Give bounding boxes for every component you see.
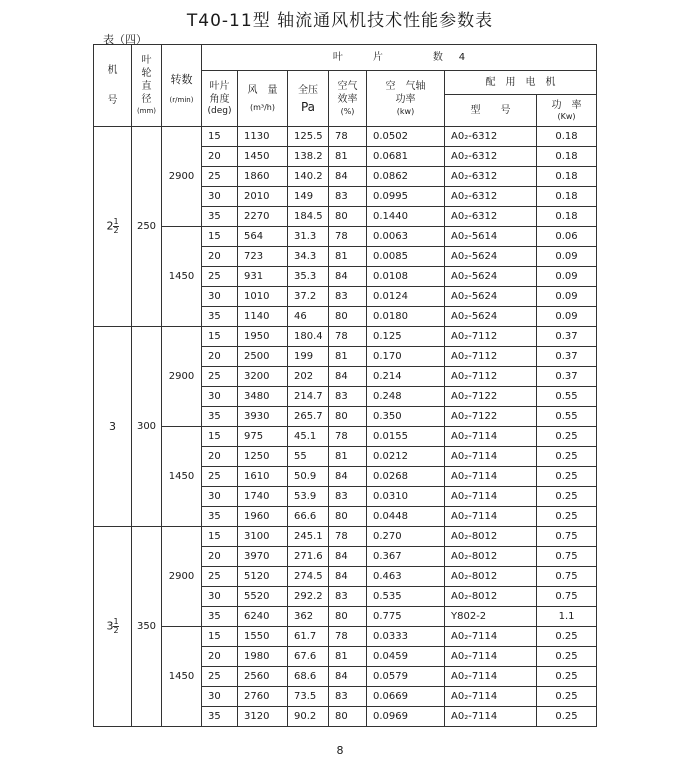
shaft-power-cell: 0.463: [367, 567, 445, 587]
shaft-power-cell: 0.0180: [367, 307, 445, 327]
efficiency-cell: 83: [329, 687, 367, 707]
efficiency-cell: 84: [329, 467, 367, 487]
efficiency-cell: 83: [329, 387, 367, 407]
blade-angle-cell: 20: [202, 347, 238, 367]
shaft-power-cell: 0.0333: [367, 627, 445, 647]
speed-cell: 1450: [162, 427, 202, 527]
efficiency-cell: 83: [329, 587, 367, 607]
efficiency-cell: 81: [329, 247, 367, 267]
motor-power-cell: 0.25: [537, 627, 597, 647]
air-volume-cell: 1610: [238, 467, 288, 487]
motor-power-cell: 0.25: [537, 687, 597, 707]
air-volume-cell: 1550: [238, 627, 288, 647]
header-blade-angle: 叶片角度 (deg): [202, 71, 238, 127]
air-volume-cell: 2560: [238, 667, 288, 687]
air-volume-cell: 931: [238, 267, 288, 287]
shaft-power-cell: 0.0669: [367, 687, 445, 707]
shaft-power-cell: 0.0108: [367, 267, 445, 287]
blade-angle-cell: 15: [202, 527, 238, 547]
efficiency-cell: 84: [329, 167, 367, 187]
shaft-power-cell: 0.0212: [367, 447, 445, 467]
table-row: [94, 327, 597, 347]
motor-model-cell: A0₂-8012: [445, 587, 537, 607]
fraction-numerator: 1: [113, 217, 119, 226]
motor-model-cell: A0₂-7114: [445, 707, 537, 727]
air-volume-cell: 2760: [238, 687, 288, 707]
shaft-power-cell: 0.0063: [367, 227, 445, 247]
total-pressure-cell: 90.2: [288, 707, 329, 727]
table-row: [94, 427, 597, 447]
motor-power-cell: 0.25: [537, 427, 597, 447]
air-volume-cell: 3480: [238, 387, 288, 407]
motor-power-cell: 0.75: [537, 567, 597, 587]
shaft-power-cell: 0.125: [367, 327, 445, 347]
air-volume-cell: 1980: [238, 647, 288, 667]
speed-cell: 1450: [162, 227, 202, 327]
motor-model-cell: A0₂-7114: [445, 507, 537, 527]
motor-model-cell: A0₂-5624: [445, 267, 537, 287]
motor-model-cell: A0₂-7114: [445, 467, 537, 487]
motor-power-cell: 0.25: [537, 647, 597, 667]
header-shaft-power: 空 气轴功率 (kw): [367, 71, 445, 127]
blade-angle-cell: 15: [202, 627, 238, 647]
total-pressure-cell: 140.2: [288, 167, 329, 187]
blade-angle-cell: 15: [202, 327, 238, 347]
shaft-power-cell: 0.0579: [367, 667, 445, 687]
efficiency-cell: 84: [329, 547, 367, 567]
air-volume-cell: 1140: [238, 307, 288, 327]
blade-angle-cell: 25: [202, 167, 238, 187]
motor-model-cell: A0₂-5624: [445, 287, 537, 307]
fraction-numerator: 1: [113, 617, 119, 626]
air-volume-cell: 1250: [238, 447, 288, 467]
blade-angle-cell: 30: [202, 487, 238, 507]
motor-power-cell: 0.25: [537, 507, 597, 527]
air-volume-cell: 5520: [238, 587, 288, 607]
air-volume-cell: 3200: [238, 367, 288, 387]
machine-no-whole: 3: [109, 420, 116, 433]
efficiency-cell: 84: [329, 567, 367, 587]
motor-model-cell: A0₂-6312: [445, 127, 537, 147]
motor-model-cell: A0₂-7114: [445, 427, 537, 447]
motor-model-cell: A0₂-7114: [445, 647, 537, 667]
shaft-power-cell: 0.0995: [367, 187, 445, 207]
motor-power-cell: 1.1: [537, 607, 597, 627]
impeller-diameter-cell: 250: [132, 127, 162, 327]
fan-performance-table: [93, 44, 597, 727]
blade-angle-cell: 30: [202, 187, 238, 207]
blade-angle-cell: 15: [202, 227, 238, 247]
motor-power-cell: 0.09: [537, 267, 597, 287]
motor-model-cell: A0₂-7112: [445, 327, 537, 347]
total-pressure-cell: 73.5: [288, 687, 329, 707]
blade-angle-cell: 20: [202, 547, 238, 567]
efficiency-cell: 81: [329, 647, 367, 667]
header-motor: 配 用 电 机: [445, 71, 597, 95]
motor-power-cell: 0.25: [537, 707, 597, 727]
total-pressure-cell: 31.3: [288, 227, 329, 247]
shaft-power-cell: 0.214: [367, 367, 445, 387]
total-pressure-cell: 199: [288, 347, 329, 367]
machine-no-whole: 3: [106, 619, 114, 633]
speed-cell: 2900: [162, 327, 202, 427]
motor-power-cell: 0.25: [537, 447, 597, 467]
total-pressure-cell: 245.1: [288, 527, 329, 547]
motor-model-cell: A0₂-6312: [445, 207, 537, 227]
motor-model-cell: A0₂-7122: [445, 407, 537, 427]
motor-power-cell: 0.75: [537, 527, 597, 547]
fraction-denominator: 2: [113, 626, 119, 635]
motor-power-cell: 0.55: [537, 387, 597, 407]
efficiency-cell: 80: [329, 707, 367, 727]
total-pressure-cell: 55: [288, 447, 329, 467]
shaft-power-cell: 0.0155: [367, 427, 445, 447]
motor-model-cell: A0₂-5624: [445, 307, 537, 327]
blade-angle-cell: 35: [202, 607, 238, 627]
shaft-power-cell: 0.0310: [367, 487, 445, 507]
efficiency-cell: 78: [329, 327, 367, 347]
total-pressure-cell: 265.7: [288, 407, 329, 427]
motor-power-cell: 0.25: [537, 487, 597, 507]
efficiency-cell: 80: [329, 607, 367, 627]
motor-model-cell: A0₂-7114: [445, 667, 537, 687]
motor-model-cell: A0₂-8012: [445, 567, 537, 587]
header-power: 功 率 (Kw): [537, 95, 597, 127]
motor-power-cell: 0.37: [537, 347, 597, 367]
motor-power-cell: 0.37: [537, 367, 597, 387]
efficiency-cell: 80: [329, 307, 367, 327]
motor-model-cell: A0₂-7114: [445, 487, 537, 507]
air-volume-cell: 975: [238, 427, 288, 447]
efficiency-cell: 78: [329, 227, 367, 247]
impeller-diameter-cell: 300: [132, 327, 162, 527]
air-volume-cell: 3930: [238, 407, 288, 427]
blade-angle-cell: 35: [202, 407, 238, 427]
motor-power-cell: 0.09: [537, 247, 597, 267]
efficiency-cell: 78: [329, 627, 367, 647]
shaft-power-cell: 0.170: [367, 347, 445, 367]
air-volume-cell: 1860: [238, 167, 288, 187]
motor-power-cell: 0.06: [537, 227, 597, 247]
air-volume-cell: 564: [238, 227, 288, 247]
total-pressure-cell: 53.9: [288, 487, 329, 507]
header-impeller-diameter: 叶轮直径 (mm): [132, 45, 162, 127]
efficiency-cell: 83: [329, 487, 367, 507]
efficiency-cell: 78: [329, 527, 367, 547]
air-volume-cell: 6240: [238, 607, 288, 627]
blade-angle-cell: 25: [202, 367, 238, 387]
motor-model-cell: A0₂-8012: [445, 547, 537, 567]
efficiency-cell: 81: [329, 347, 367, 367]
machine-no-fraction: [113, 618, 118, 635]
shaft-power-cell: 0.270: [367, 527, 445, 547]
motor-model-cell: A0₂-7114: [445, 687, 537, 707]
total-pressure-cell: 67.6: [288, 647, 329, 667]
impeller-diameter-cell: 350: [132, 527, 162, 727]
shaft-power-cell: 0.775: [367, 607, 445, 627]
blade-angle-cell: 25: [202, 667, 238, 687]
efficiency-cell: 83: [329, 187, 367, 207]
header-model: 型 号: [445, 95, 537, 127]
total-pressure-cell: 50.9: [288, 467, 329, 487]
motor-power-cell: 0.18: [537, 187, 597, 207]
motor-model-cell: A0₂-5624: [445, 247, 537, 267]
blade-angle-cell: 25: [202, 567, 238, 587]
total-pressure-cell: 61.7: [288, 627, 329, 647]
efficiency-cell: 84: [329, 367, 367, 387]
table-row: [94, 527, 597, 547]
efficiency-cell: 83: [329, 287, 367, 307]
blade-angle-cell: 30: [202, 587, 238, 607]
motor-power-cell: 0.55: [537, 407, 597, 427]
total-pressure-cell: 149: [288, 187, 329, 207]
total-pressure-cell: 202: [288, 367, 329, 387]
machine-no-whole: 2: [106, 219, 114, 233]
speed-cell: 1450: [162, 627, 202, 727]
total-pressure-cell: 68.6: [288, 667, 329, 687]
shaft-power-cell: 0.0085: [367, 247, 445, 267]
efficiency-cell: 78: [329, 427, 367, 447]
air-volume-cell: 1740: [238, 487, 288, 507]
header-speed: 转数 (r/min): [162, 45, 202, 127]
speed-cell: 2900: [162, 527, 202, 627]
motor-model-cell: A0₂-7122: [445, 387, 537, 407]
header-blade-count: 叶 片 数 4: [202, 45, 597, 71]
total-pressure-cell: 362: [288, 607, 329, 627]
efficiency-cell: 81: [329, 447, 367, 467]
air-volume-cell: 2010: [238, 187, 288, 207]
table-label: 表（四）: [103, 33, 147, 46]
machine-no-cell: [94, 527, 132, 727]
motor-model-cell: A0₂-6312: [445, 147, 537, 167]
motor-power-cell: 0.18: [537, 207, 597, 227]
blade-angle-cell: 25: [202, 467, 238, 487]
total-pressure-cell: 214.7: [288, 387, 329, 407]
blade-angle-cell: 30: [202, 687, 238, 707]
blade-angle-cell: 15: [202, 127, 238, 147]
air-volume-cell: 1450: [238, 147, 288, 167]
motor-power-cell: 0.25: [537, 667, 597, 687]
blade-angle-cell: 15: [202, 427, 238, 447]
motor-model-cell: A0₂-8012: [445, 527, 537, 547]
machine-no-cell: [94, 127, 132, 327]
air-volume-cell: 1960: [238, 507, 288, 527]
efficiency-cell: 78: [329, 127, 367, 147]
air-volume-cell: 1130: [238, 127, 288, 147]
efficiency-cell: 84: [329, 267, 367, 287]
shaft-power-cell: 0.0681: [367, 147, 445, 167]
total-pressure-cell: 125.5: [288, 127, 329, 147]
total-pressure-cell: 66.6: [288, 507, 329, 527]
air-volume-cell: 2500: [238, 347, 288, 367]
motor-power-cell: 0.18: [537, 127, 597, 147]
blade-angle-cell: 20: [202, 647, 238, 667]
total-pressure-cell: 37.2: [288, 287, 329, 307]
air-volume-cell: 723: [238, 247, 288, 267]
motor-power-cell: 0.09: [537, 307, 597, 327]
motor-power-cell: 0.18: [537, 147, 597, 167]
motor-model-cell: A0₂-7114: [445, 627, 537, 647]
motor-power-cell: 0.75: [537, 587, 597, 607]
speed-cell: 2900: [162, 127, 202, 227]
motor-power-cell: 0.25: [537, 467, 597, 487]
blade-angle-cell: 30: [202, 287, 238, 307]
motor-model-cell: A0₂-7112: [445, 347, 537, 367]
total-pressure-cell: 274.5: [288, 567, 329, 587]
blade-angle-cell: 30: [202, 387, 238, 407]
shaft-power-cell: 0.350: [367, 407, 445, 427]
blade-angle-cell: 35: [202, 507, 238, 527]
air-volume-cell: 2270: [238, 207, 288, 227]
motor-model-cell: A0₂-5614: [445, 227, 537, 247]
efficiency-cell: 80: [329, 207, 367, 227]
header-air-volume: 风 量 (m³/h): [238, 71, 288, 127]
shaft-power-cell: 0.0459: [367, 647, 445, 667]
shaft-power-cell: 0.1440: [367, 207, 445, 227]
air-volume-cell: 3970: [238, 547, 288, 567]
motor-model-cell: A0₂-6312: [445, 167, 537, 187]
header-machine-no: 机号: [94, 45, 132, 127]
blade-angle-cell: 35: [202, 307, 238, 327]
blade-angle-cell: 20: [202, 247, 238, 267]
motor-power-cell: 0.09: [537, 287, 597, 307]
shaft-power-cell: 0.535: [367, 587, 445, 607]
blade-angle-cell: 20: [202, 147, 238, 167]
total-pressure-cell: 138.2: [288, 147, 329, 167]
motor-power-cell: 0.18: [537, 167, 597, 187]
page-number: 8: [336, 744, 344, 757]
blade-angle-cell: 35: [202, 707, 238, 727]
shaft-power-cell: 0.0268: [367, 467, 445, 487]
efficiency-cell: 84: [329, 667, 367, 687]
motor-model-cell: A0₂-7112: [445, 367, 537, 387]
machine-no-fraction: [113, 218, 118, 235]
header-total-pressure: 全压 Pa: [288, 71, 329, 127]
air-volume-cell: 5120: [238, 567, 288, 587]
page-title: T40-11型 轴流通风机技术性能参数表: [186, 11, 494, 31]
shaft-power-cell: 0.0862: [367, 167, 445, 187]
total-pressure-cell: 271.6: [288, 547, 329, 567]
total-pressure-cell: 46: [288, 307, 329, 327]
total-pressure-cell: 292.2: [288, 587, 329, 607]
blade-angle-cell: 25: [202, 267, 238, 287]
motor-power-cell: 0.37: [537, 327, 597, 347]
motor-model-cell: A0₂-7114: [445, 447, 537, 467]
shaft-power-cell: 0.0969: [367, 707, 445, 727]
machine-no-cell: [94, 327, 132, 527]
air-volume-cell: 1010: [238, 287, 288, 307]
shaft-power-cell: 0.367: [367, 547, 445, 567]
table-row: [94, 627, 597, 647]
shaft-power-cell: 0.0502: [367, 127, 445, 147]
header-efficiency: 空气效率 (%): [329, 71, 367, 127]
shaft-power-cell: 0.0448: [367, 507, 445, 527]
air-volume-cell: 3100: [238, 527, 288, 547]
efficiency-cell: 80: [329, 407, 367, 427]
table-row: [94, 127, 597, 147]
air-volume-cell: 1950: [238, 327, 288, 347]
motor-power-cell: 0.75: [537, 547, 597, 567]
total-pressure-cell: 34.3: [288, 247, 329, 267]
blade-angle-cell: 35: [202, 207, 238, 227]
air-volume-cell: 3120: [238, 707, 288, 727]
total-pressure-cell: 45.1: [288, 427, 329, 447]
shaft-power-cell: 0.248: [367, 387, 445, 407]
motor-model-cell: Y802-2: [445, 607, 537, 627]
table-row: [94, 227, 597, 247]
total-pressure-cell: 180.4: [288, 327, 329, 347]
blade-angle-cell: 20: [202, 447, 238, 467]
shaft-power-cell: 0.0124: [367, 287, 445, 307]
efficiency-cell: 81: [329, 147, 367, 167]
total-pressure-cell: 35.3: [288, 267, 329, 287]
motor-model-cell: A0₂-6312: [445, 187, 537, 207]
fraction-denominator: 2: [113, 226, 119, 235]
efficiency-cell: 80: [329, 507, 367, 527]
total-pressure-cell: 184.5: [288, 207, 329, 227]
